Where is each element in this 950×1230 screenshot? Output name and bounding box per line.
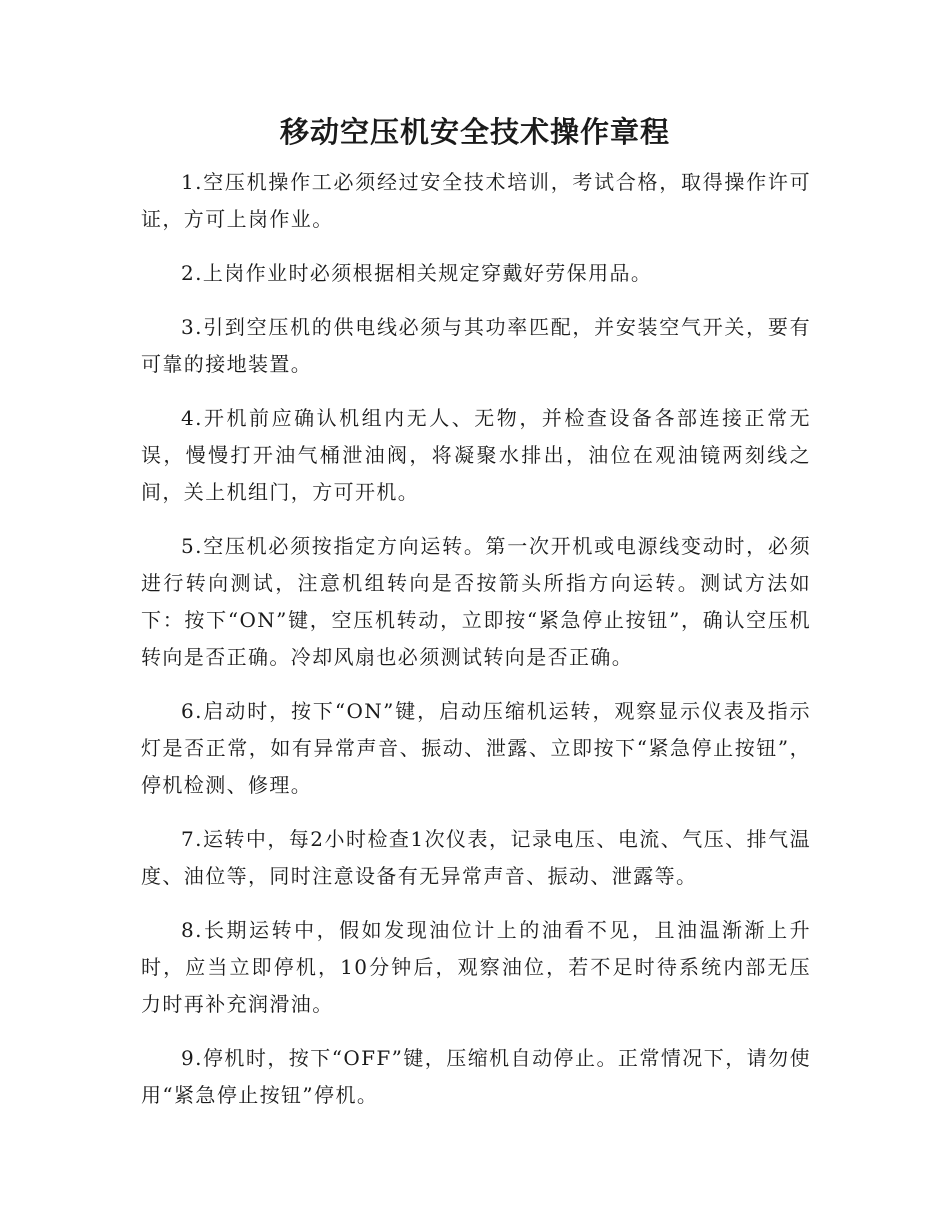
document-title: 移动空压机安全技术操作章程 (279, 115, 670, 149)
rule-paragraph-5: 5.空压机必须按指定方向运转。第一次开机或电源线变动时，必须进行转向测试，注意机组转向是否按箭头所指方向运转。测试方法如下：按下“ON”键，空压机转动，立即按“紧急停止按钮”，确认空压机转向是否正确。冷却风扇也必须测试转向是否正确。 (141, 534, 811, 669)
rule-paragraph-3: 3.引到空压机的供电线必须与其功率匹配，并安装空气开关，要有可靠的接地装置。 (141, 315, 811, 376)
rule-paragraph-7: 7.运转中，每2小时检查1次仪表，记录电压、电流、气压、排气温度、油位等，同时注意设备有无异常声音、振动、泄露等。 (141, 827, 811, 888)
rule-paragraph-1: 1.空压机操作工必须经过安全技术培训，考试合格，取得操作许可证，方可上岗作业。 (141, 170, 811, 231)
rule-paragraph-6: 6.启动时，按下“ON”键，启动压缩机运转，观察显示仪表及指示灯是否正常，如有异常声音、振动、泄露、立即按下“紧急停止按钮”，停机检测、修理。 (141, 699, 811, 797)
rule-paragraph-9: 9.停机时，按下“OFF”键，压缩机自动停止。正常情况下，请勿使用“紧急停止按钮”停机。 (141, 1046, 811, 1107)
document-body (141, 164, 811, 1131)
rule-paragraph-4: 4.开机前应确认机组内无人、无物，并检查设备各部连接正常无误，慢慢打开油气桶泄油阀，将凝聚水排出，油位在观油镜两刻线之间，关上机组门，方可开机。 (141, 406, 811, 504)
rule-paragraph-8: 8.长期运转中，假如发现油位计上的油看不见，且油温渐渐上升时，应当立即停机，10分钟后，观察油位，若不足时待系统内部无压力时再补充润滑油。 (141, 918, 811, 1016)
rule-paragraph-2: 2.上岗作业时必须根据相关规定穿戴好劳保用品。 (181, 261, 653, 285)
